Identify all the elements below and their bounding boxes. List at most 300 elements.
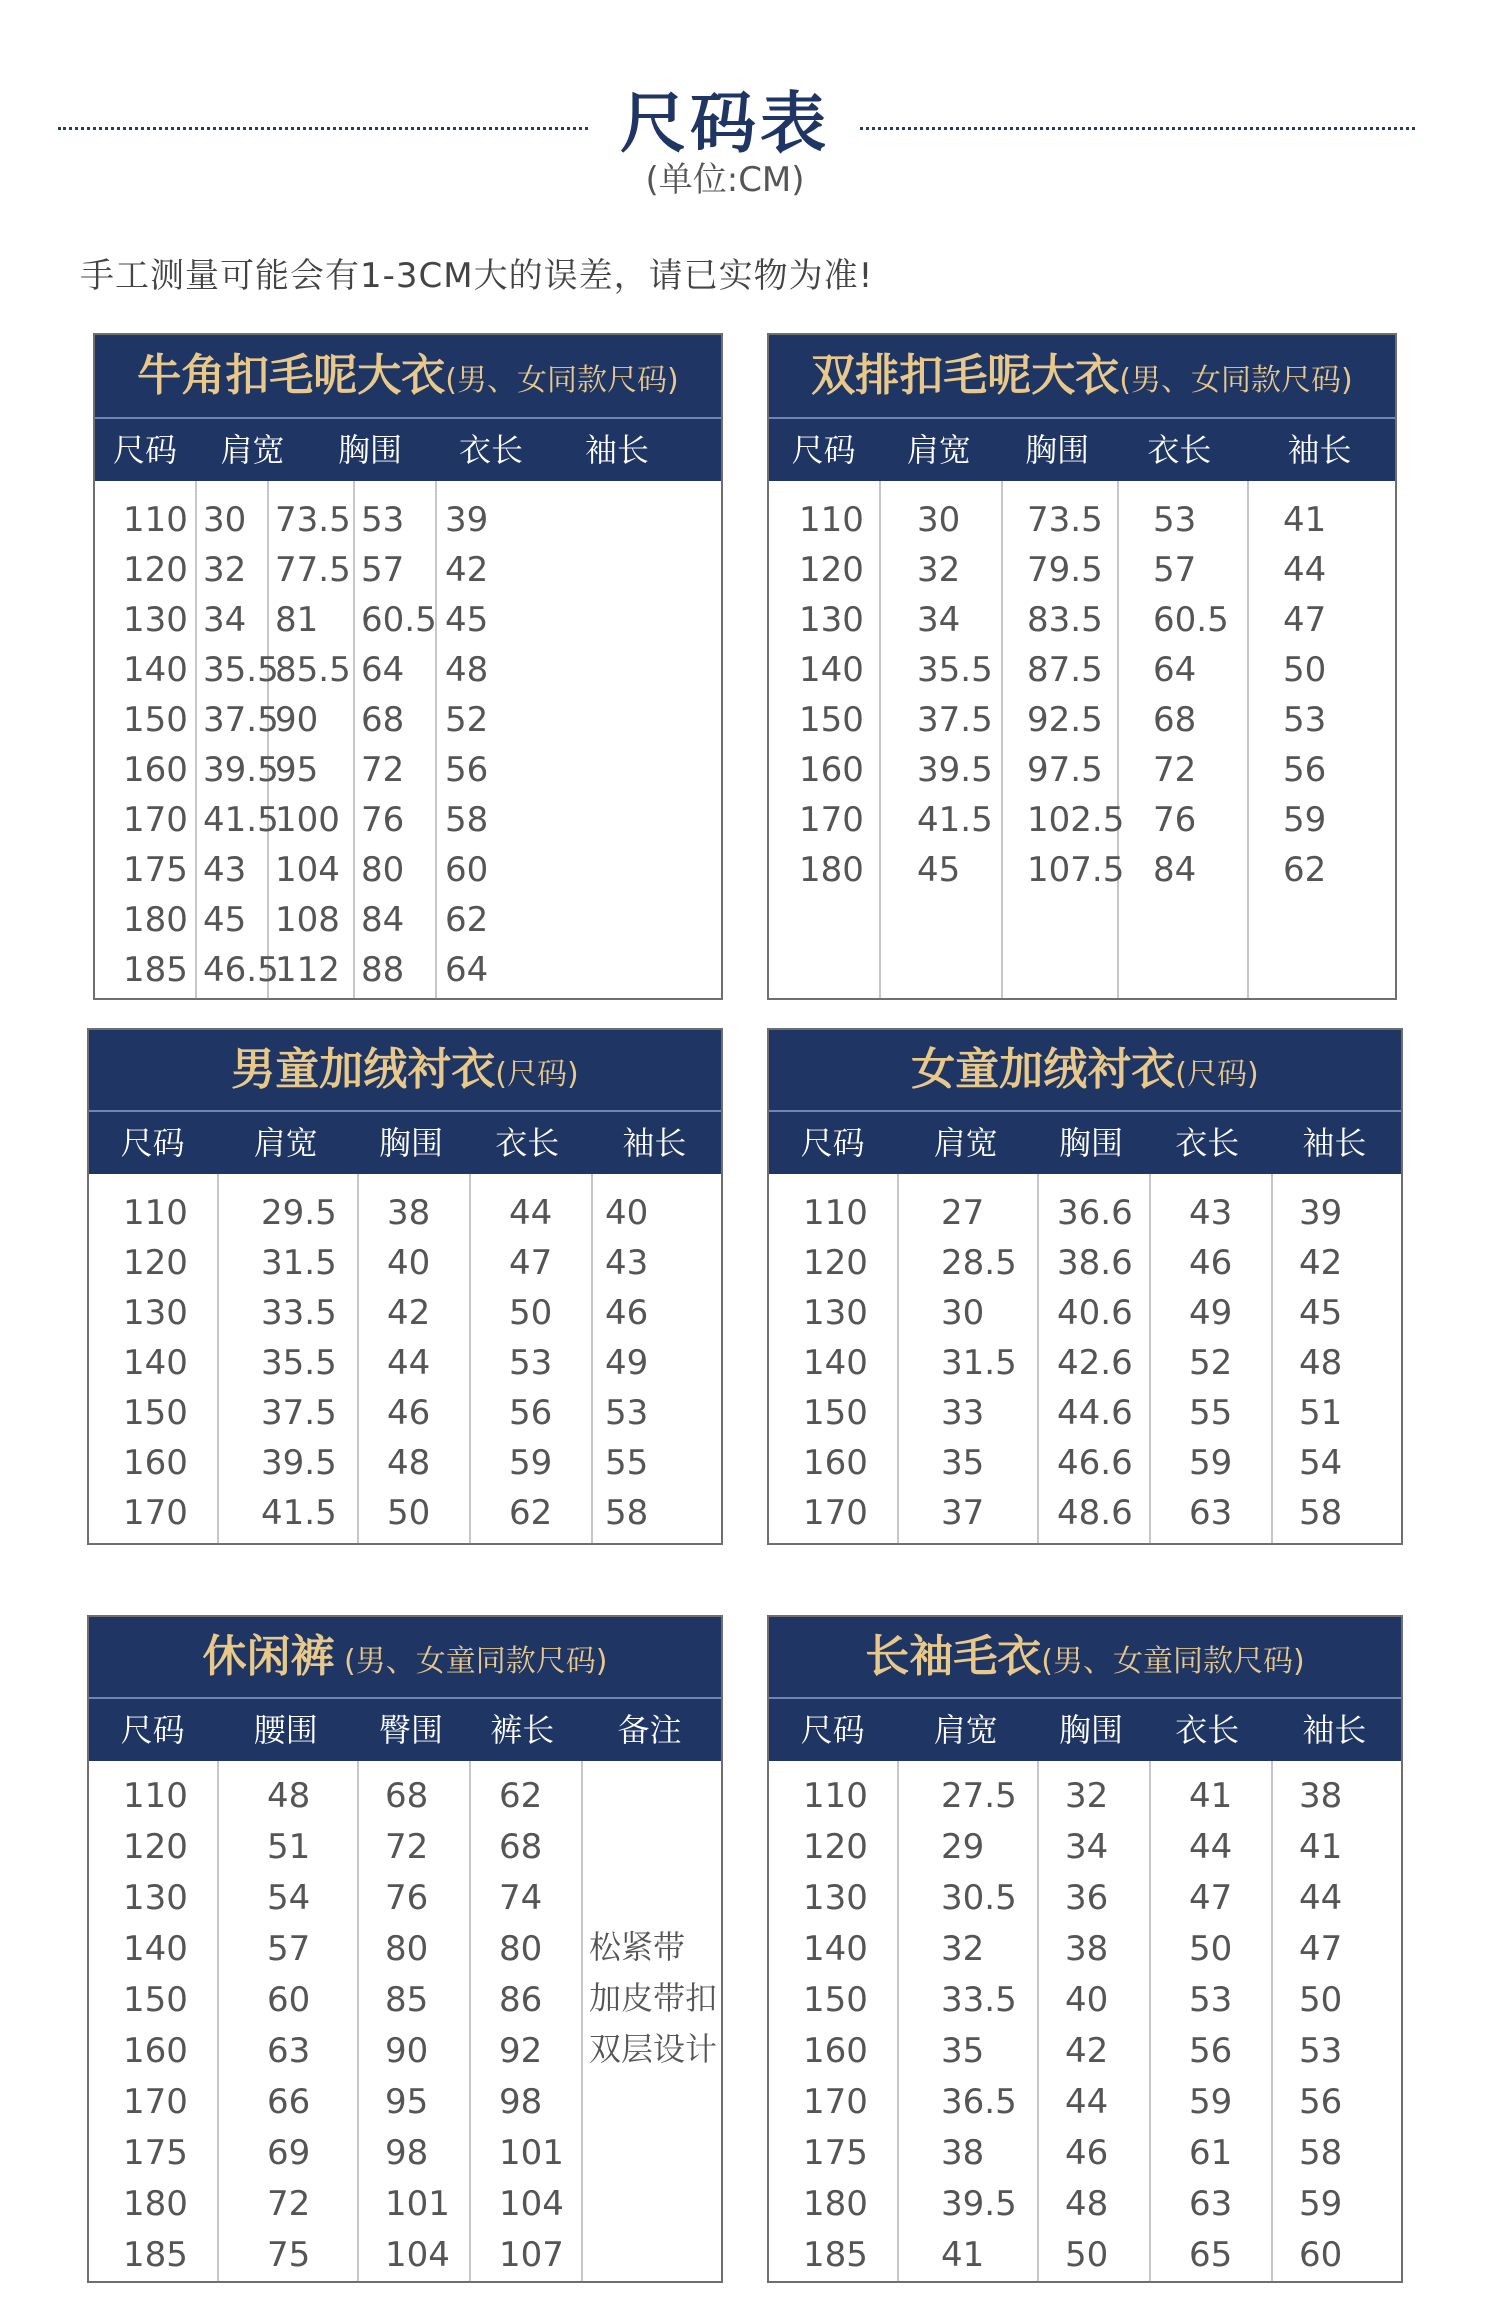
table-cell: 130: [123, 1293, 188, 1333]
table-cell: 107: [499, 2235, 564, 2275]
table-cell: 34: [1065, 1827, 1109, 1867]
table-cell: 38: [1065, 1929, 1109, 1969]
table-row: [89, 1338, 721, 1388]
table-row: [89, 1822, 721, 1872]
table-cell: 160: [799, 750, 864, 790]
table-cell: 41: [1283, 500, 1327, 540]
table-cell: 47: [1189, 1878, 1233, 1918]
measurement-note: 手工测量可能会有1-3CM大的误差，请已实物为准!: [80, 256, 874, 296]
table-cell: 120: [123, 550, 188, 590]
column-header: 胸围: [1025, 431, 1090, 469]
table-cell: 48: [1065, 2184, 1109, 2224]
table-cell: 150: [123, 700, 188, 740]
table-cell: 33: [941, 1393, 985, 1433]
table-row: [89, 1873, 721, 1923]
table-cell: 95: [275, 750, 319, 790]
table-cell: 53: [1153, 500, 1197, 540]
table-row: [769, 1924, 1401, 1974]
table-cell: 30: [203, 500, 247, 540]
table-cell: 110: [803, 1776, 868, 1816]
table-cell: 62: [445, 900, 489, 940]
table-cell: 58: [605, 1493, 649, 1533]
table-cell: 43: [605, 1243, 649, 1283]
table-cell: 110: [803, 1193, 868, 1233]
table-row: [769, 1873, 1401, 1923]
table-cell: 38.6: [1057, 1243, 1133, 1283]
page-header: [0, 60, 1500, 200]
table-cell: 150: [799, 700, 864, 740]
table-cell: 44: [1189, 1827, 1233, 1867]
table-row: [769, 1388, 1401, 1438]
table-cell: 98: [499, 2082, 543, 2122]
table-cell: 45: [917, 850, 961, 890]
table-cell: 27.5: [941, 1776, 1017, 1816]
table-cell: 60: [267, 1980, 311, 2020]
table-cell: 130: [123, 1878, 188, 1918]
table-row: [769, 1338, 1401, 1388]
table-row: [769, 2230, 1401, 2280]
table-row: [769, 1822, 1401, 1872]
table-row: [769, 1771, 1401, 1821]
table-cell: 90: [385, 2031, 429, 2071]
table-cell: 32: [1065, 1776, 1109, 1816]
table-cell: 39.5: [261, 1443, 337, 1483]
table-title-sub: (男、女同款尺码): [1119, 363, 1353, 398]
column-header: 胸围: [1058, 1711, 1123, 1749]
table-cell: 47: [509, 1243, 553, 1283]
table-cell: 40.6: [1057, 1293, 1133, 1333]
column-header-row: [89, 1110, 721, 1174]
unit-label: (单位:CM): [645, 160, 805, 200]
table-title: [89, 1617, 721, 1697]
table-cell: 42: [387, 1293, 431, 1333]
table-cell: 120: [799, 550, 864, 590]
column-header: 胸围: [378, 1124, 443, 1162]
table-row: [89, 2128, 721, 2178]
table-cell: 44: [1065, 2082, 1109, 2122]
table-row: [95, 595, 721, 645]
table-cell: 73.5: [1027, 500, 1103, 540]
column-header: 袖长: [584, 431, 649, 469]
table-cell: 59: [1299, 2184, 1343, 2224]
table-cell: 92.5: [1027, 700, 1103, 740]
table-cell: 88: [361, 950, 405, 990]
table-cell: 62: [1283, 850, 1327, 890]
table-cell: 42.6: [1057, 1343, 1133, 1383]
table-cell: 185: [123, 2235, 188, 2275]
table-title-sub: (男、女童同款尺码): [334, 1644, 608, 1679]
column-header-row: [769, 1697, 1401, 1761]
table-cell: 48.6: [1057, 1493, 1133, 1533]
column-header: 肩宽: [220, 431, 285, 469]
table-cell: 57: [267, 1929, 311, 1969]
table-cell: 29.5: [261, 1193, 337, 1233]
table-row: [95, 945, 721, 995]
table-cell: 41.5: [203, 800, 279, 840]
table-cell: 101: [385, 2184, 450, 2224]
table-cell: 48: [445, 650, 489, 690]
table-cell: 69: [267, 2133, 311, 2173]
table-cell: 49: [1189, 1293, 1233, 1333]
table-cell: 180: [799, 850, 864, 890]
size-table-horn-button-coat: [93, 333, 723, 1000]
table-title-main: 长袖毛衣: [865, 1631, 1042, 1682]
table-row: [95, 745, 721, 795]
table-cell: 140: [123, 1343, 188, 1383]
table-cell: 37.5: [261, 1393, 337, 1433]
table-row: [95, 645, 721, 695]
table-cell: 74: [499, 1878, 543, 1918]
table-cell: 92: [499, 2031, 543, 2071]
size-table-double-breasted-coat: [767, 333, 1397, 1000]
column-header: 肩宽: [906, 431, 971, 469]
table-cell: 35.5: [261, 1343, 337, 1383]
table-cell: 48: [267, 1776, 311, 1816]
table-cell: 130: [123, 600, 188, 640]
table-cell: 85: [385, 1980, 429, 2020]
table-row: [769, 2077, 1401, 2127]
table-cell: 50: [1283, 650, 1327, 690]
table-cell: 41.5: [917, 800, 993, 840]
table-cell: 62: [499, 1776, 543, 1816]
table-cell: 34: [203, 600, 247, 640]
table-cell: 40: [387, 1243, 431, 1283]
table-row: [769, 695, 1395, 745]
table-cell: 61: [1189, 2133, 1233, 2173]
table-cell: 32: [203, 550, 247, 590]
table-cell: 53: [509, 1343, 553, 1383]
table-cell: 80: [499, 1929, 543, 1969]
table-cell: 57: [1153, 550, 1197, 590]
table-row: [89, 1238, 721, 1288]
table-cell: 140: [123, 650, 188, 690]
table-cell: 160: [803, 1443, 868, 1483]
table-cell: 110: [799, 500, 864, 540]
table-cell: 35.5: [917, 650, 993, 690]
column-header: 尺码: [791, 431, 856, 469]
table-cell: 53: [361, 500, 405, 540]
table-cell: 63: [267, 2031, 311, 2071]
table-cell: 38: [387, 1193, 431, 1233]
table-body: [769, 481, 1395, 998]
column-header: 袖长: [1302, 1711, 1367, 1749]
table-cell: 76: [361, 800, 405, 840]
table-title-main: 休闲裤: [202, 1631, 335, 1682]
table-cell: 160: [803, 2031, 868, 2071]
column-header: 衣长: [495, 1124, 560, 1162]
table-title: [769, 1617, 1401, 1697]
table-title: [769, 335, 1395, 417]
column-header: 衣长: [1175, 1711, 1240, 1749]
table-cell: 97.5: [1027, 750, 1103, 790]
table-cell: 35: [941, 2031, 985, 2071]
table-cell: 107.5: [1027, 850, 1125, 890]
table-cell: 81: [275, 600, 319, 640]
table-cell: 64: [445, 950, 489, 990]
column-header: 尺码: [800, 1124, 865, 1162]
table-cell: 39.5: [203, 750, 279, 790]
table-row: [769, 795, 1395, 845]
table-title-sub: (男、女童同款尺码): [1041, 1644, 1305, 1679]
table-cell: 44: [387, 1343, 431, 1383]
table-cell: 64: [361, 650, 405, 690]
table-cell: 53: [605, 1393, 649, 1433]
table-cell: 53: [1283, 700, 1327, 740]
table-row: [769, 845, 1395, 895]
column-header: 尺码: [120, 1124, 185, 1162]
table-cell: 46: [1189, 1243, 1233, 1283]
table-cell: 41: [941, 2235, 985, 2275]
table-cell: 150: [803, 1393, 868, 1433]
table-title-sub: (尺码): [1175, 1057, 1259, 1092]
column-header: 腰围: [253, 1711, 318, 1749]
table-cell: 72: [267, 2184, 311, 2224]
table-cell: 180: [803, 2184, 868, 2224]
table-cell: 72: [385, 1827, 429, 1867]
table-cell: 180: [123, 2184, 188, 2224]
dotted-divider-left: [58, 127, 588, 130]
table-row: [89, 1771, 721, 1821]
table-cell: 36: [1065, 1878, 1109, 1918]
column-header: 胸围: [337, 431, 402, 469]
table-cell: 73.5: [275, 500, 351, 540]
table-row: [95, 895, 721, 945]
table-cell: 50: [1065, 2235, 1109, 2275]
table-cell: 170: [123, 2082, 188, 2122]
table-cell: 39.5: [917, 750, 993, 790]
table-cell: 140: [803, 1929, 868, 1969]
table-cell: 170: [803, 2082, 868, 2122]
table-row: [95, 695, 721, 745]
column-header: 尺码: [120, 1711, 185, 1749]
table-body: [89, 1761, 721, 2281]
table-cell: 31.5: [941, 1343, 1017, 1383]
table-cell: 170: [123, 1493, 188, 1533]
table-title-main: 双排扣毛呢大衣: [811, 350, 1120, 401]
table-title-main: 男童加绒衬衣: [231, 1044, 496, 1095]
table-cell: 58: [1299, 1493, 1343, 1533]
column-header: 袖长: [1302, 1124, 1367, 1162]
table-title: [95, 335, 721, 417]
table-cell: 63: [1189, 2184, 1233, 2224]
table-cell: 29: [941, 1827, 985, 1867]
remark-text: 加皮带扣: [589, 1979, 718, 2017]
table-title: [769, 1030, 1401, 1110]
table-row: [89, 1188, 721, 1238]
table-cell: 42: [1065, 2031, 1109, 2071]
table-cell: 101: [499, 2133, 564, 2173]
table-body: [89, 1174, 721, 1543]
table-cell: 54: [1299, 1443, 1343, 1483]
table-cell: 130: [799, 600, 864, 640]
table-cell: 33.5: [261, 1293, 337, 1333]
table-cell: 80: [361, 850, 405, 890]
table-cell: 72: [361, 750, 405, 790]
column-header-row: [89, 1697, 721, 1761]
table-cell: 49: [605, 1343, 649, 1383]
table-cell: 110: [123, 1193, 188, 1233]
table-cell: 51: [1299, 1393, 1343, 1433]
table-cell: 64: [1153, 650, 1197, 690]
column-header: 尺码: [112, 431, 177, 469]
table-cell: 52: [1189, 1343, 1233, 1383]
table-row: [769, 1975, 1401, 2025]
table-cell: 62: [509, 1493, 553, 1533]
table-row: [769, 545, 1395, 595]
table-cell: 30: [917, 500, 961, 540]
table-cell: 39.5: [941, 2184, 1017, 2224]
table-cell: 110: [123, 1776, 188, 1816]
table-cell: 98: [385, 2133, 429, 2173]
table-cell: 40: [605, 1193, 649, 1233]
table-cell: 33.5: [941, 1980, 1017, 2020]
table-row: [95, 795, 721, 845]
table-title-sub: (尺码): [495, 1057, 579, 1092]
table-cell: 30.5: [941, 1878, 1017, 1918]
table-cell: 37.5: [203, 700, 279, 740]
table-cell: 140: [123, 1929, 188, 1969]
column-header: 肩宽: [253, 1124, 318, 1162]
table-cell: 37.5: [917, 700, 993, 740]
table-cell: 86: [499, 1980, 543, 2020]
table-cell: 57: [361, 550, 405, 590]
table-row: [95, 495, 721, 545]
table-cell: 80: [385, 1929, 429, 1969]
table-cell: 54: [267, 1878, 311, 1918]
column-header-row: [95, 417, 721, 481]
column-header: 备注: [617, 1711, 682, 1749]
table-row: [95, 545, 721, 595]
table-cell: 130: [803, 1293, 868, 1333]
table-title-sub: (男、女同款尺码): [445, 363, 679, 398]
table-cell: 44: [509, 1193, 553, 1233]
table-cell: 32: [917, 550, 961, 590]
table-cell: 59: [1283, 800, 1327, 840]
column-header-row: [769, 417, 1395, 481]
table-cell: 36.6: [1057, 1193, 1133, 1233]
table-cell: 47: [1283, 600, 1327, 640]
table-cell: 175: [123, 850, 188, 890]
table-cell: 51: [267, 1827, 311, 1867]
column-header: 尺码: [800, 1711, 865, 1749]
table-cell: 120: [803, 1827, 868, 1867]
table-row: [769, 645, 1395, 695]
table-cell: 60.5: [361, 600, 437, 640]
table-cell: 56: [1299, 2082, 1343, 2122]
table-cell: 41: [1299, 1827, 1343, 1867]
table-cell: 150: [803, 1980, 868, 2020]
table-cell: 50: [509, 1293, 553, 1333]
table-cell: 32: [941, 1929, 985, 1969]
table-cell: 120: [123, 1243, 188, 1283]
table-cell: 38: [941, 2133, 985, 2173]
table-cell: 58: [1299, 2133, 1343, 2173]
table-row: [89, 1488, 721, 1538]
column-header: 裤长: [490, 1711, 555, 1749]
table-cell: 52: [445, 700, 489, 740]
table-cell: 42: [1299, 1243, 1343, 1283]
table-cell: 170: [799, 800, 864, 840]
table-cell: 87.5: [1027, 650, 1103, 690]
dotted-divider-right: [860, 127, 1415, 130]
table-cell: 44: [1299, 1878, 1343, 1918]
table-cell: 58: [445, 800, 489, 840]
table-cell: 76: [1153, 800, 1197, 840]
table-cell: 28.5: [941, 1243, 1017, 1283]
table-cell: 104: [385, 2235, 450, 2275]
table-cell: 100: [275, 800, 340, 840]
table-cell: 45: [1299, 1293, 1343, 1333]
table-cell: 47: [1299, 1929, 1343, 1969]
table-cell: 85.5: [275, 650, 351, 690]
table-row: [769, 1188, 1401, 1238]
table-cell: 104: [499, 2184, 564, 2224]
table-cell: 175: [123, 2133, 188, 2173]
table-cell: 160: [123, 750, 188, 790]
table-cell: 65: [1189, 2235, 1233, 2275]
table-row: [769, 745, 1395, 795]
table-cell: 56: [1189, 2031, 1233, 2071]
table-cell: 185: [803, 2235, 868, 2275]
table-row: [95, 845, 721, 895]
table-row: [769, 2026, 1401, 2076]
table-cell: 60: [1299, 2235, 1343, 2275]
table-cell: 79.5: [1027, 550, 1103, 590]
table-row: [769, 2128, 1401, 2178]
table-cell: 112: [275, 950, 340, 990]
table-body: [769, 1174, 1401, 1543]
table-cell: 108: [275, 900, 340, 940]
table-cell: 44.6: [1057, 1393, 1133, 1433]
size-table-girls-fleece-shirt: [767, 1028, 1403, 1545]
table-cell: 66: [267, 2082, 311, 2122]
table-cell: 72: [1153, 750, 1197, 790]
table-row: [769, 1288, 1401, 1338]
table-cell: 60.5: [1153, 600, 1229, 640]
table-row: [769, 1438, 1401, 1488]
table-cell: 84: [1153, 850, 1197, 890]
table-cell: 46: [605, 1293, 649, 1333]
table-cell: 150: [123, 1980, 188, 2020]
table-cell: 76: [385, 1878, 429, 1918]
table-cell: 68: [1153, 700, 1197, 740]
table-cell: 45: [445, 600, 489, 640]
remark-text: 松紧带: [589, 1928, 686, 1966]
remark-text: 双层设计: [589, 2030, 718, 2068]
table-cell: 120: [803, 1243, 868, 1283]
column-header: 衣长: [458, 431, 523, 469]
table-cell: 48: [1299, 1343, 1343, 1383]
table-cell: 36.5: [941, 2082, 1017, 2122]
table-cell: 56: [445, 750, 489, 790]
table-row: [89, 2230, 721, 2280]
table-cell: 170: [123, 800, 188, 840]
table-cell: 60: [445, 850, 489, 890]
table-cell: 160: [123, 2031, 188, 2071]
table-cell: 35: [941, 1443, 985, 1483]
size-table-long-sleeve-sweater: [767, 1615, 1403, 2283]
table-cell: 46.6: [1057, 1443, 1133, 1483]
size-table-boys-fleece-shirt: [87, 1028, 723, 1545]
table-cell: 110: [123, 500, 188, 540]
column-header: 肩宽: [933, 1124, 998, 1162]
table-cell: 170: [803, 1493, 868, 1533]
table-cell: 27: [941, 1193, 985, 1233]
table-cell: 41: [1189, 1776, 1233, 1816]
table-cell: 53: [1299, 2031, 1343, 2071]
table-row: [89, 2077, 721, 2127]
table-cell: 44: [1283, 550, 1327, 590]
